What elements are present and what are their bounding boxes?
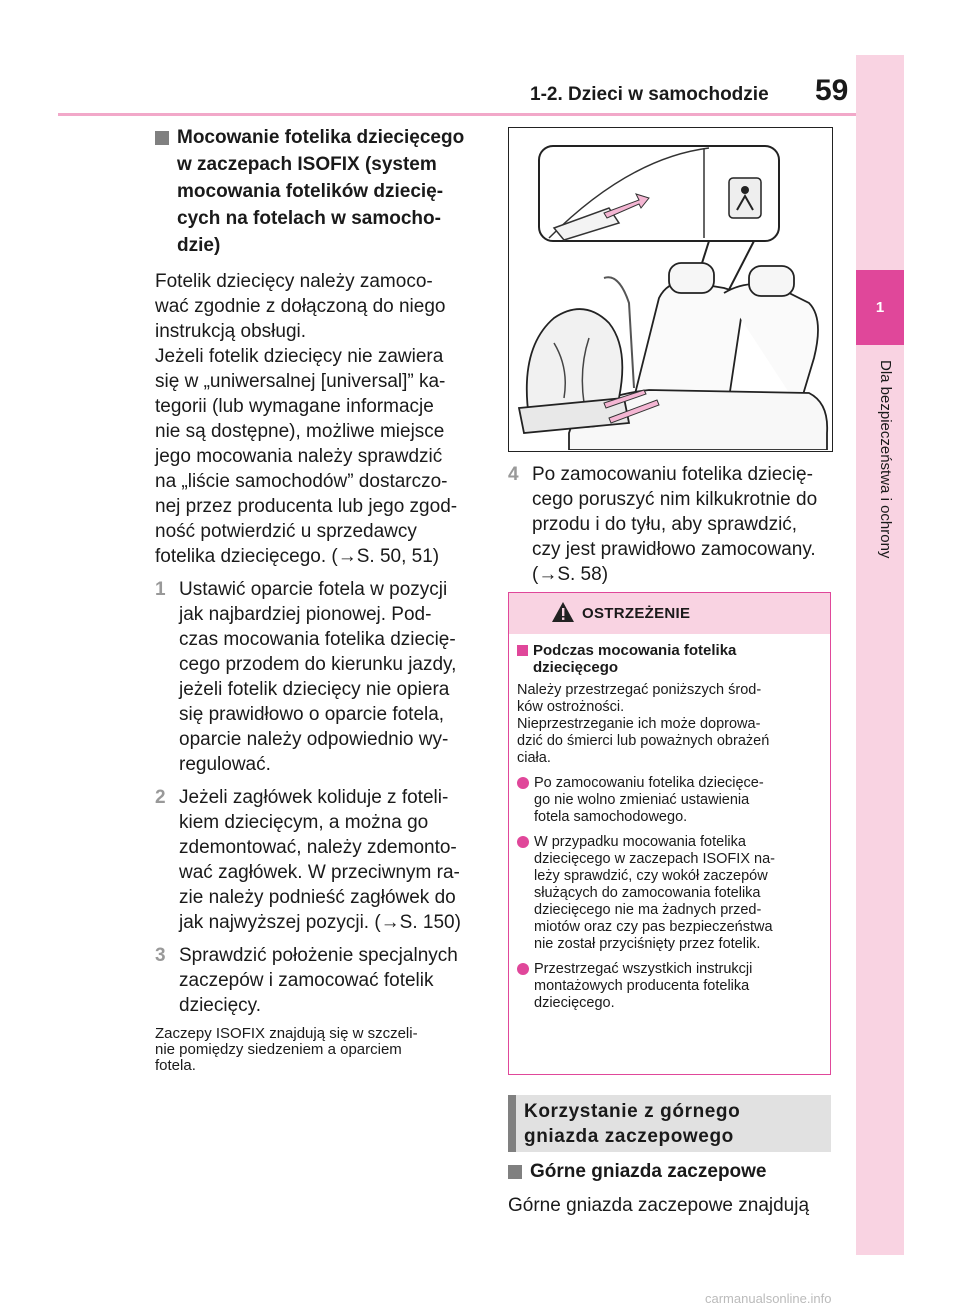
step-number: 2 xyxy=(155,787,166,808)
headrest xyxy=(749,266,794,296)
warning-box xyxy=(508,592,831,1075)
left-column xyxy=(155,124,495,1074)
step-3: 3 Sprawdzić położenie specjalnych zaczepów i zamocować fotelik dziecięcy. xyxy=(155,945,458,1016)
chapter-number: 1 xyxy=(856,270,904,345)
warning-title: OSTRZEŻENIE xyxy=(582,605,691,622)
warning-heading: Podczas mocowania fotelika dziecięcego xyxy=(517,642,820,676)
warning-triangle-icon xyxy=(551,601,575,623)
square-bullet-icon xyxy=(508,1165,522,1179)
seat-illustration-svg xyxy=(509,128,831,450)
square-bullet-icon xyxy=(155,131,169,145)
step-4: 4 Po zamocowaniu fotelika dziecię- cego poruszyć nim kilkukrotnie do przodu i do tyłu, aby sprawdzić, czy jest prawidłowo zamocowany. (→S. 58) xyxy=(508,464,818,585)
warning-body xyxy=(509,634,830,1012)
isofix-illustration xyxy=(508,127,833,452)
isofix-note: Zaczepy ISOFIX znajdują się w szczeli- nie pomiędzy siedzeniem a oparciem fotela. xyxy=(155,1025,418,1074)
warning-header xyxy=(509,593,830,634)
step-4-container xyxy=(508,462,833,587)
banner-bar xyxy=(508,1095,516,1152)
warning-bullet: Po zamocowaniu fotelika dziecięce- go nie wolno zmieniać ustawienia fotela samochodowego. xyxy=(517,775,820,826)
step-1: 1 Ustawić oparcie fotela w pozycji jak najbardziej pionowej. Pod- czas mocowania fotelika dziecię- cego przodem do kierunku jazdy, jeżeli fotelik dziecięcy nie opiera się prawidłowo o oparcie fotela, oparcie należy odpowiednio wy- regulować. xyxy=(155,579,457,775)
section-banner xyxy=(508,1095,831,1152)
isofix-heading: Mocowanie fotelika dziecięcego w zaczepach ISOFIX (system mocowania fotelików dziecię- cych na fotelach w samocho- dzie) xyxy=(155,124,495,259)
top-tether-text: Górne gniazda zaczepowe znajdują xyxy=(508,1195,810,1216)
chapter-tab xyxy=(856,55,904,1255)
step-number: 1 xyxy=(155,579,166,600)
header-rule xyxy=(58,113,856,116)
square-bullet-icon xyxy=(517,645,528,656)
banner-title: Korzystanie z górnego gniazda zaczepowego xyxy=(524,1101,741,1147)
top-tether-section xyxy=(508,1158,833,1218)
top-tether-heading: Górne gniazda zaczepowe xyxy=(508,1158,833,1185)
bullet-dot-icon xyxy=(517,836,529,848)
watermark: carmanualsonline.info xyxy=(705,1291,832,1306)
bullet-dot-icon xyxy=(517,963,529,975)
headrest xyxy=(669,263,714,293)
step-2: 2 Jeżeli zagłówek koliduje z foteli- kiem dziecięcym, a można go zdemontować, należy zdemonto- wać zagłówek. W przeciwnym ra- zie należy podnieść zagłówek do jak najwyższej pozycji. (→S. 150) xyxy=(155,787,461,933)
step-number: 3 xyxy=(155,945,166,966)
page-number: 59 xyxy=(815,74,849,107)
step-number: 4 xyxy=(508,464,519,485)
warning-bullet: Przestrzegać wszystkich instrukcji montażowych producenta fotelika dziecięcego. xyxy=(517,961,820,1012)
intro-paragraph: Fotelik dziecięcy należy zamoco- wać zgodnie z dołączoną do niego instrukcją obsługi. Jeżeli fotelik dziecięcy nie zawiera się w „uniwersalnej [universal]” ka- tegorii (lub wymagane informacje nie są dostępne), możliwe miejsce jego mocowania należy sprawdzić na „liście samochodów” dostarczo- nej przez producenta lub jego zgod- ność potwierdzić u sprzedawcy fotelika dziecięcego. (→S. 50, 51) xyxy=(155,271,458,567)
bullet-dot-icon xyxy=(517,777,529,789)
chapter-label: Dla bezpieczeństwa i ochrony xyxy=(877,360,894,559)
section-title: 1-2. Dzieci w samochodzie xyxy=(530,84,769,105)
warning-text: Należy przestrzegać poniższych środ- ków ostrożności. Nieprzestrzeganie ich może doprowa- dzić do śmierci lub poważnych obrażeń ciała. xyxy=(517,682,770,766)
warning-bullet: W przypadku mocowania fotelika dziecięcego w zaczepach ISOFIX na- leży sprawdzić, czy wokół zaczepów służących do zamocowania fotelika dziecięcego nie ma żadnych przed- miotów oraz czy pas bezpieczeństwa nie został przyciśnięty przez fotelik. xyxy=(517,834,820,953)
rear-seatback xyxy=(724,284,818,408)
